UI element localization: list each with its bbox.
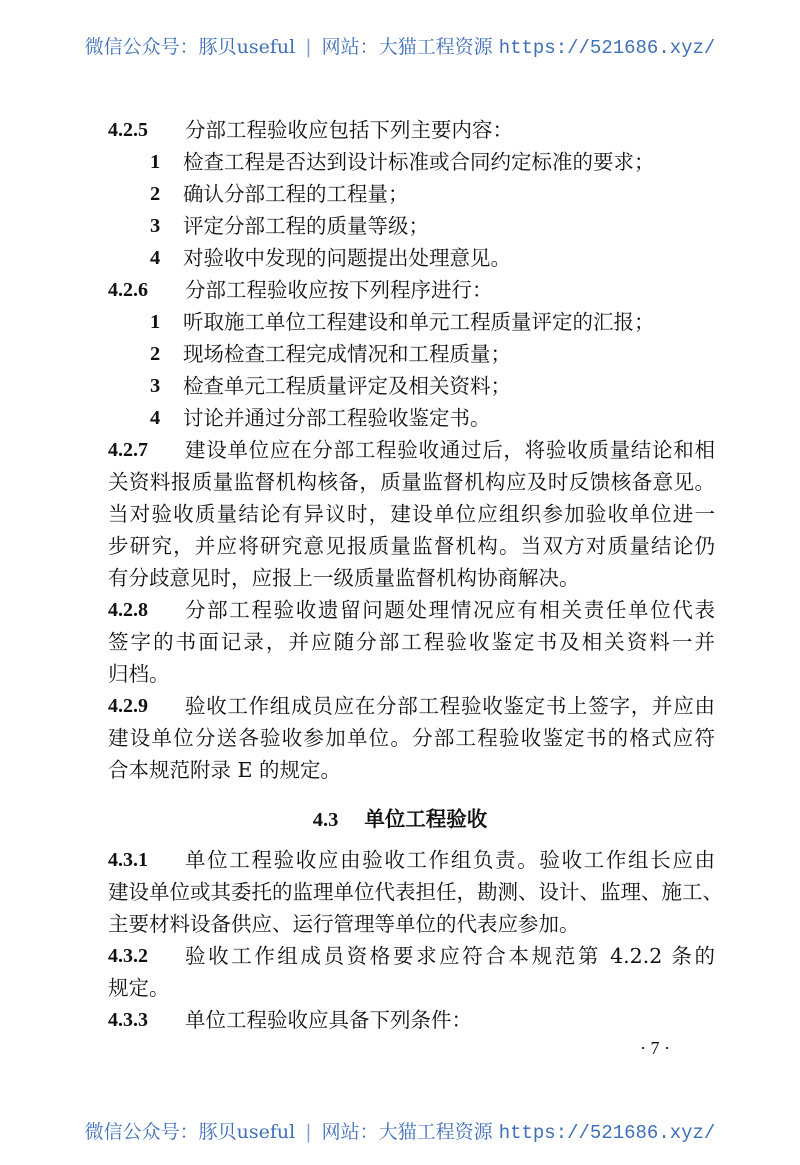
clause-text: 有分歧意见时，应报上一级质量监督机构协商解决。: [108, 566, 580, 590]
clause-text: 分部工程验收应包括下列主要内容：: [185, 118, 513, 142]
list-item: [108, 179, 715, 209]
clause-line: [108, 595, 715, 625]
clause-text: 分部工程验收遗留问题处理情况应有相关责任单位代表: [185, 598, 715, 622]
clause-text: 建设单位或其委托的监理单位代表担任，勘测、设计、监理、施工、: [108, 880, 723, 904]
clause-line: [108, 1005, 715, 1035]
list-item: [108, 339, 715, 369]
watermark-url[interactable]: https://521686.xyz/: [498, 37, 716, 59]
item-number: 3: [150, 375, 161, 397]
clause-text: 验收工作组成员应在分部工程验收鉴定书上签字，并应由: [185, 694, 715, 718]
clause-line: [108, 691, 715, 721]
clause-line: [108, 435, 715, 465]
section-heading: [0, 802, 800, 832]
clause-text: 步研究，并应将研究意见报质量监督机构。当双方对质量结论仍: [108, 534, 715, 558]
clause-line: [108, 499, 715, 529]
item-text: 检查单元工程质量评定及相关资料；: [183, 374, 511, 398]
list-item: [108, 147, 715, 177]
watermark-site: 网站：大猫工程资源: [321, 1121, 493, 1143]
clause-number: 4.2.8: [108, 599, 148, 621]
clause-text: 规定。: [108, 976, 170, 1000]
item-text: 现场检查工程完成情况和工程质量；: [183, 342, 511, 366]
clause-text: 单位工程验收应具备下列条件：: [185, 1008, 472, 1032]
clause-number: 4.2.7: [108, 439, 148, 461]
watermark-separator: |: [305, 36, 312, 58]
clause-line: [108, 845, 715, 875]
clause-line: [108, 627, 715, 657]
clause-text: 验收工作组成员资格要求应符合本规范第 4.2.2 条的: [185, 944, 715, 968]
clause-line: [108, 531, 715, 561]
clause-text: 归档。: [108, 662, 170, 686]
list-item: [108, 371, 715, 401]
item-text: 检查工程是否达到设计标准或合同约定标准的要求；: [183, 150, 655, 174]
watermark-wechat: 微信公众号：豚贝useful: [84, 1121, 296, 1143]
item-number: 4: [150, 407, 161, 429]
section-title: 单位工程验收: [364, 807, 488, 831]
watermark-site: 网站：大猫工程资源: [321, 36, 493, 58]
list-item: [108, 243, 715, 273]
item-number: 2: [150, 183, 161, 205]
clause-line: [108, 973, 715, 1003]
clause-text: 当对验收质量结论有异议时，建设单位应组织参加验收单位进一: [108, 502, 715, 526]
item-number: 4: [150, 247, 161, 269]
clause-number: 4.3.3: [108, 1009, 148, 1031]
clause-line: [108, 563, 715, 593]
clause-line: [108, 659, 715, 689]
list-item: [108, 211, 715, 241]
clause-text: 建设单位分送各验收参加单位。分部工程验收鉴定书的格式应符: [108, 726, 715, 750]
clause-line: [108, 275, 715, 305]
clause-number: 4.2.6: [108, 279, 148, 301]
clause-text: 关资料报质量监督机构核备，质量监督机构应及时反馈核备意见。: [108, 470, 715, 494]
clause-number: 4.2.9: [108, 695, 148, 717]
item-text: 评定分部工程的质量等级；: [183, 214, 429, 238]
list-item: [108, 307, 715, 337]
clause-text: 主要材料设备供应、运行管理等单位的代表应参加。: [108, 912, 580, 936]
clause-number: 4.3.2: [108, 945, 148, 967]
item-text: 听取施工单位工程建设和单元工程质量评定的汇报；: [183, 310, 655, 334]
item-text: 确认分部工程的工程量；: [183, 182, 409, 206]
clause-line: [108, 941, 715, 971]
item-text: 讨论并通过分部工程验收鉴定书。: [183, 406, 491, 430]
watermark-url[interactable]: https://521686.xyz/: [498, 1122, 716, 1144]
watermark-wechat: 微信公众号：豚贝useful: [84, 36, 296, 58]
watermark-separator: |: [305, 1121, 312, 1143]
clause-text: 分部工程验收应按下列程序进行：: [185, 278, 493, 302]
page-number: · 7 ·: [640, 1038, 670, 1058]
watermark-header: [0, 32, 800, 59]
clause-line: [108, 467, 715, 497]
list-item: [108, 403, 715, 433]
item-number: 2: [150, 343, 161, 365]
item-number: 3: [150, 215, 161, 237]
clause-line: [108, 115, 715, 145]
clause-line: [108, 909, 715, 939]
clause-line: [108, 755, 715, 785]
clause-text: 建设单位应在分部工程验收通过后，将验收质量结论和相: [185, 438, 715, 462]
item-number: 1: [150, 151, 161, 173]
watermark-footer: [0, 1117, 800, 1144]
section-number: 4.3: [312, 809, 339, 831]
clause-line: [108, 723, 715, 753]
clause-text: 签字的书面记录，并应随分部工程验收鉴定书及相关资料一并: [108, 630, 715, 654]
clause-line: [108, 877, 723, 907]
clause-number: 4.3.1: [108, 849, 148, 871]
item-text: 对验收中发现的问题提出处理意见。: [183, 246, 511, 270]
clause-number: 4.2.5: [108, 119, 148, 141]
item-number: 1: [150, 311, 161, 333]
clause-text: 单位工程验收应由验收工作组负责。验收工作组长应由: [185, 848, 715, 872]
clause-text: 合本规范附录 E 的规定。: [108, 758, 341, 782]
